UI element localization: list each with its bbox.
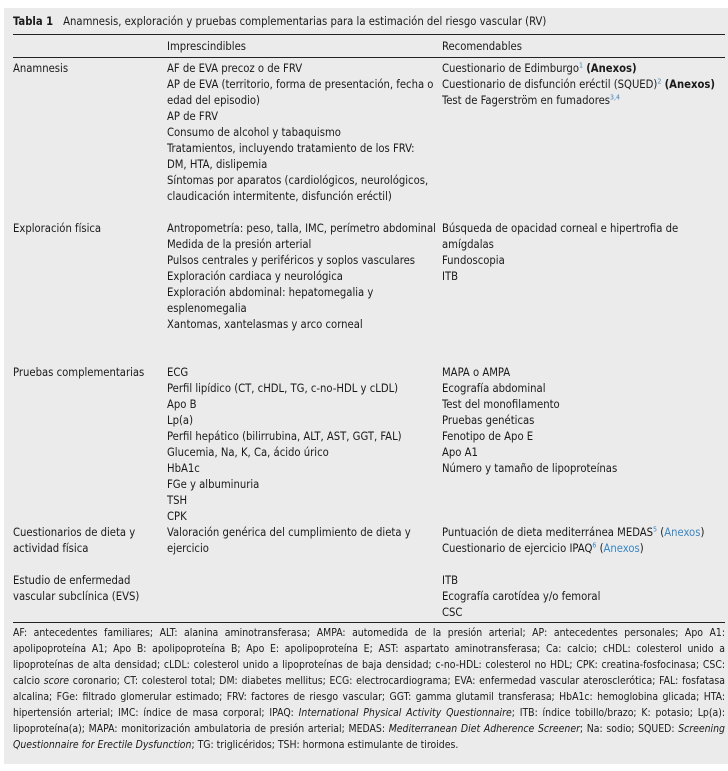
imprescindible-item: ECG (167, 366, 189, 379)
footnote-text: coronario; CT: colesterol total; DM: diabetes mellitus; ECG: electrocardiograma; EVA: enfermedad vascular aterosclerótica; FAL: fosfatasa alcalina; FGe: filtrado glomerular estimado; FRV: factores de riesgo vascular; GGT: gamma glutamil transferasa; HbA1c: hemoglobina glicada; HTA: hipertensión arterial; IMC: índice de masa corporal; IPAQ: (13, 675, 725, 719)
recomendable-text: Fundoscopia (442, 254, 505, 267)
imprescindible-item: Consumo de alcohol y tabaquismo (167, 126, 341, 139)
recomendable-text: Apo A1 (442, 446, 478, 459)
imprescindibles-cell (167, 525, 437, 557)
recomendable-item (442, 253, 726, 269)
recomendable-text: Ecografía carotídea y/o femoral (442, 590, 601, 603)
imprescindible-item: Tratamientos, incluyendo tratamiento de los FRV: DM, HTA, dislipemia (167, 142, 415, 171)
recomendable-item (442, 269, 726, 285)
recomendable-item (442, 221, 726, 253)
imprescindible-item: Exploración cardiaca y neurológica (167, 270, 343, 283)
row-category: Estudio de enfermedad vascular subclínica (EVS) (13, 574, 140, 603)
recomendable-text: Cuestionario de disfunción eréctil (SQUED) (442, 78, 658, 91)
imprescindible-item: AF de EVA precoz o de FRV (167, 62, 303, 75)
imprescindible-item: Perfil lipídico (CT, cHDL, TG, c-no-HDL y cLDL) (167, 382, 399, 395)
row-category: Pruebas complementarias (13, 366, 145, 379)
column-header-imprescindibles: Imprescindibles (167, 40, 247, 53)
recomendable-item (442, 77, 726, 93)
imprescindibles-cell (167, 365, 437, 525)
imprescindibles-cell (167, 61, 437, 205)
recomendable-item (442, 93, 726, 109)
recomendable-item (442, 445, 726, 461)
recomendable-text: Puntuación de dieta mediterránea MEDAS (442, 526, 654, 539)
annex-reference: (Anexos) (586, 62, 637, 75)
recomendable-text: Test del monofilamento (442, 398, 560, 411)
imprescindible-item: Perfil hepático (bilirrubina, ALT, AST, GGT, FAL) (167, 430, 402, 443)
table-panel (4, 8, 728, 764)
reference-link[interactable]: 5 (653, 525, 658, 534)
recomendable-item (442, 397, 726, 413)
recomendable-item (442, 365, 726, 381)
footnote-text: ; ITB: índice tobillo/brazo; K: potasio; Lp(a): lipoproteína(a); MAPA: monitorización ambulatoria de presión arterial; MEDAS: (13, 707, 726, 735)
imprescindibles-cell (167, 221, 437, 333)
footnote-italic-term: score (43, 675, 70, 687)
recomendable-item: Puntuación de dieta mediterránea MEDAS$^5$ (Anexos) (442, 525, 705, 539)
annex-link[interactable]: Anexos (603, 542, 640, 555)
reference-link[interactable]: 1 (578, 61, 583, 70)
recomendable-text: Test de Fagerström en fumadores (442, 94, 611, 107)
recomendables-cell (442, 365, 726, 477)
top-rule (13, 34, 725, 35)
recomendable-text: Pruebas genéticas (442, 414, 535, 427)
imprescindible-item: Síntomas por aparatos (cardiológicos, neurológicos, claudicación intermitente, disfunción eréctil) (167, 174, 429, 203)
footnote-text: ; TG: triglicéridos; TSH: hormona estimulante de tiroides. (191, 739, 459, 751)
recomendable-text: ITB (442, 270, 459, 283)
bottom-rule (13, 622, 725, 623)
recomendable-text: Fenotipo de Apo E (442, 430, 534, 443)
recomendable-item (442, 381, 726, 397)
recomendable-item: Cuestionario de ejercicio IPAQ$^6$ (Anexos) (442, 541, 644, 555)
imprescindible-item: Medida de la presión arterial (167, 238, 312, 251)
recomendable-text: CSC (442, 606, 463, 619)
recomendable-item (442, 461, 726, 477)
column-header-recomendables: Recomendables (442, 40, 522, 53)
imprescindible-item: Lp(a) (167, 414, 194, 427)
recomendables-cell (442, 525, 726, 557)
recomendables-cell (442, 61, 726, 109)
recomendable-item (442, 605, 726, 621)
table-caption (13, 14, 546, 29)
imprescindible-item: AP de EVA (territorio, forma de presentación, fecha o edad del episodio) (167, 78, 434, 107)
footnote-text: AF: antecedentes familiares; ALT: alanina aminotransferasa; AMPA: automedida de la presión arterial; AP: antecedentes personales; Apo A1: apolipoproteína A1; Apo B: apolipoproteína B; Apo E: apolipoproteína E; AST: aspartato aminotransferasa; Ca: calcio; cHDL: colesterol unido a lipoproteínas de alta densidad; cLDL: colesterol unido a lipoproteínas de baja densidad; c-no-HDL: colesterol no HDL; CPK: creatina-fosfocinasa; CSC: calcio (13, 627, 725, 687)
table-label: Tabla 1 (13, 15, 54, 28)
imprescindible-item: Apo B (167, 398, 197, 411)
recomendable-text: Cuestionario de Edimburgo (442, 62, 579, 75)
recomendable-item (442, 61, 726, 77)
imprescindible-item: Xantomas, xantelasmas y arco corneal (167, 318, 363, 331)
imprescindible-item: Pulsos centrales y periféricos y soplos vasculares (167, 254, 416, 267)
header-rule (13, 57, 725, 58)
annex-link[interactable]: Anexos (664, 526, 701, 539)
footnote-italic-term: Screening Questionnaire for Erectile Dysfunction (13, 723, 725, 751)
row-category: Exploración física (13, 222, 102, 235)
imprescindible-item: FGe y albuminuria (167, 478, 260, 491)
recomendable-text: Número y tamaño de lipoproteínas (442, 462, 618, 475)
recomendable-text: MAPA o AMPA (442, 366, 511, 379)
recomendable-item (442, 573, 726, 589)
recomendable-text: Ecografía abdominal (442, 382, 546, 395)
imprescindible-item: Exploración abdominal: hepatomegalia y esplenomegalia (167, 286, 374, 315)
imprescindible-item: Valoración genérica del cumplimiento de dieta y ejercicio (167, 526, 411, 555)
footnote-italic-term: International Physical Activity Questionnaire (298, 707, 512, 719)
recomendable-item (442, 429, 726, 445)
imprescindible-item: HbA1c (167, 462, 200, 475)
table-footnote (13, 625, 725, 753)
imprescindible-item: CPK (167, 510, 187, 523)
imprescindible-item: AP de FRV (167, 110, 218, 123)
recomendables-cell (442, 573, 726, 621)
row-category: Anamnesis (13, 62, 69, 75)
footnote-italic-term: Mediterranean Diet Adherence Screener (388, 723, 580, 735)
reference-link[interactable]: 6 (592, 541, 597, 550)
recomendable-text: Cuestionario de ejercicio IPAQ (442, 542, 593, 555)
reference-link[interactable]: 2 (657, 77, 662, 86)
imprescindible-item: Glucemia, Na, K, Ca, ácido úrico (167, 446, 329, 459)
footnote-text: ; Na: sodio; SQUED: (579, 723, 679, 735)
recomendable-item (442, 589, 726, 605)
recomendable-text: Búsqueda de opacidad corneal e hipertrofia de amígdalas (442, 222, 679, 251)
imprescindible-item: TSH (167, 494, 188, 507)
recomendables-cell (442, 221, 726, 285)
table-title: Anamnesis, exploración y pruebas complementarias para la estimación del riesgo vascular (RV) (63, 15, 547, 28)
row-category: Cuestionarios de dieta y actividad física (13, 526, 136, 555)
imprescindible-item: Antropometría: peso, talla, IMC, perímetro abdominal (167, 222, 436, 235)
recomendable-text: ITB (442, 574, 459, 587)
recomendable-item (442, 413, 726, 429)
reference-link[interactable]: 3,4 (610, 93, 621, 102)
annex-reference: (Anexos) (664, 78, 715, 91)
